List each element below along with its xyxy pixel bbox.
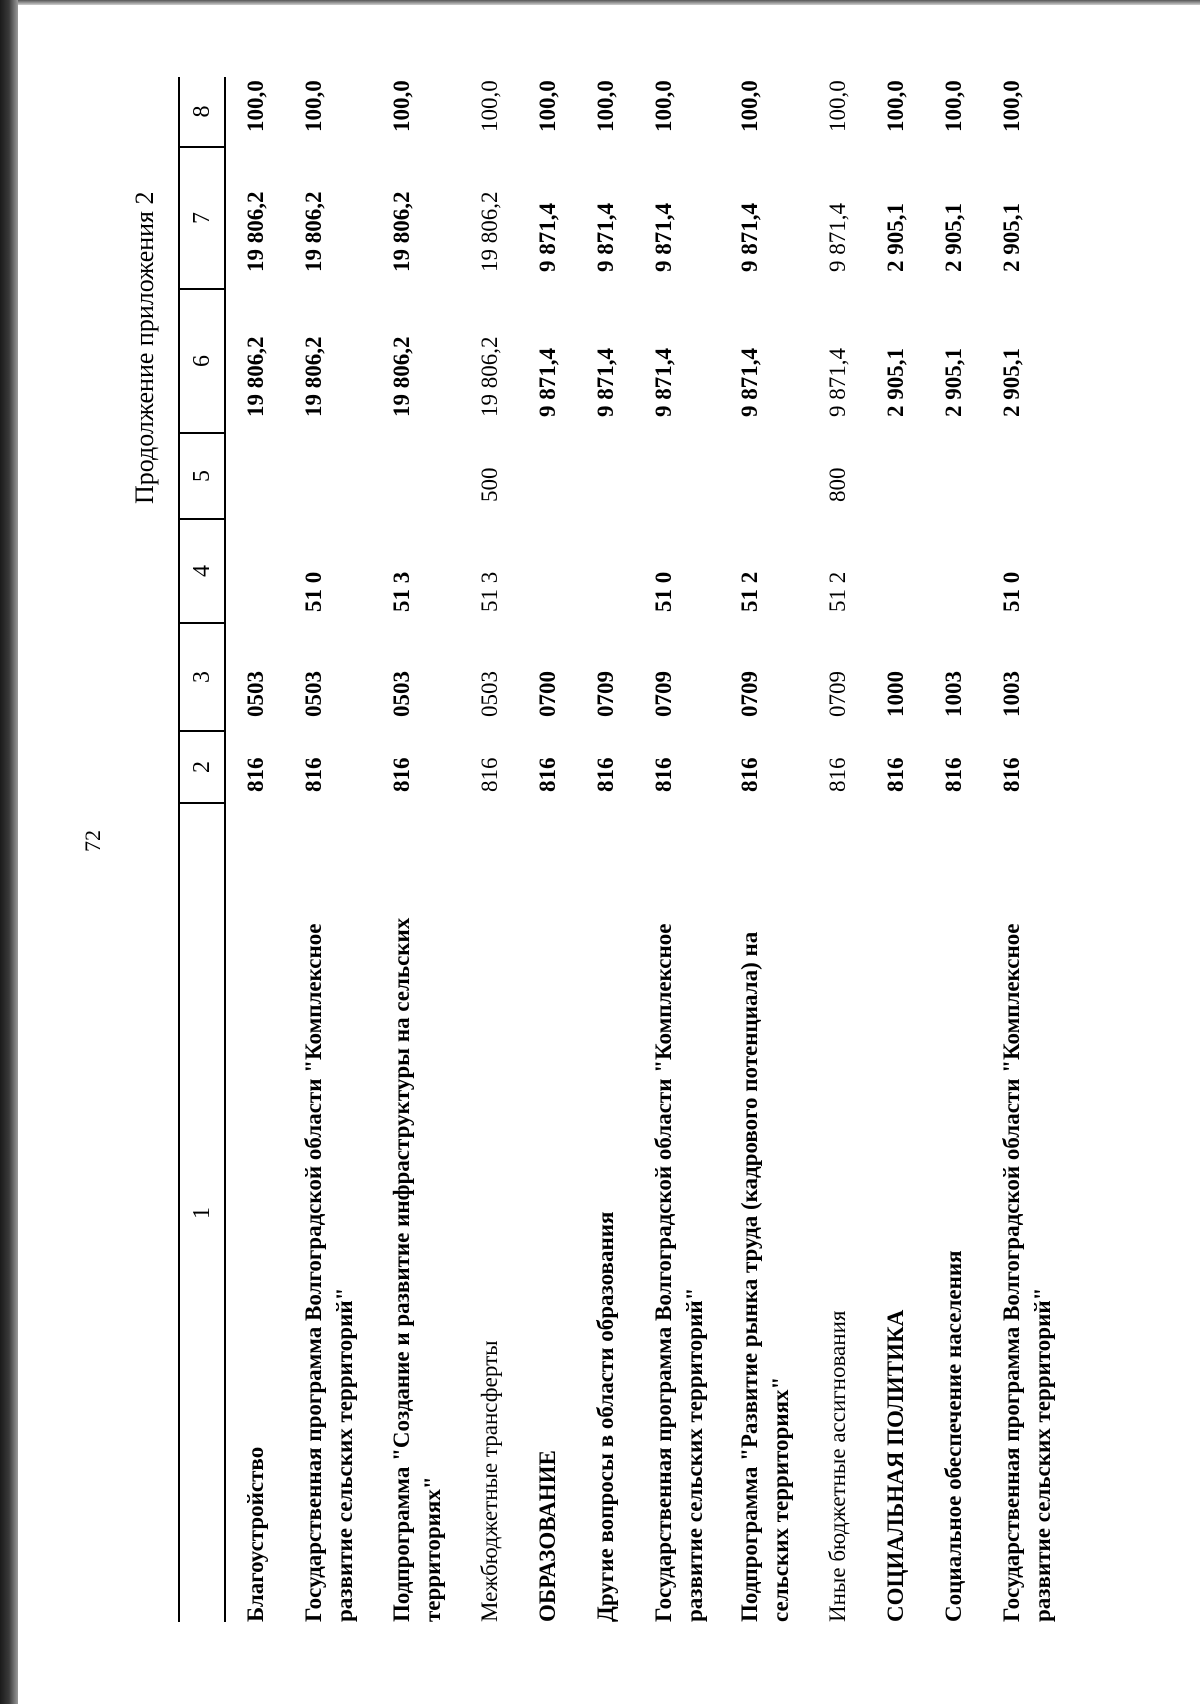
row-section-cell: 0709 bbox=[737, 671, 762, 717]
row-name-cell: Подпрограмма "Создание и развитие инфраструктуры на сельских территориях" bbox=[389, 917, 445, 1622]
row-value-col6-cell: 19 806,2 bbox=[301, 336, 326, 417]
header-col-3: 3 bbox=[180, 624, 224, 732]
row-type-cell: 500 bbox=[477, 467, 502, 502]
row-name-cell: Государственная программа Волгоградской области "Комплексное развитие сельских территорий" bbox=[301, 923, 357, 1622]
row-value-col6-cell: 2 905,1 bbox=[999, 348, 1024, 417]
row-program-cell: 51 0 bbox=[999, 571, 1024, 612]
table-row bbox=[880, 77, 938, 1622]
row-name-cell: Межбюджетные трансферты bbox=[477, 1340, 502, 1622]
row-value-col6-cell: 9 871,4 bbox=[593, 348, 618, 417]
row-value-col8-cell: 100,0 bbox=[593, 80, 618, 132]
table-row bbox=[734, 77, 822, 1622]
row-value-col6-cell: 9 871,4 bbox=[535, 348, 560, 417]
table-row bbox=[474, 77, 532, 1622]
row-code-cell: 816 bbox=[651, 757, 676, 792]
row-section-cell: 0700 bbox=[535, 671, 560, 717]
row-value-col8-cell: 100,0 bbox=[737, 80, 762, 132]
row-value-col8-cell: 100,0 bbox=[389, 80, 414, 132]
row-value-col6-cell: 2 905,1 bbox=[941, 348, 966, 417]
header-col-1: 1 bbox=[188, 1207, 215, 1219]
table-row bbox=[240, 77, 298, 1622]
row-value-col7-cell: 19 806,2 bbox=[477, 191, 502, 272]
table-row bbox=[298, 77, 386, 1622]
page-number: 72 bbox=[80, 830, 105, 852]
row-value-col8-cell: 100,0 bbox=[477, 80, 502, 132]
row-code-cell: 816 bbox=[243, 757, 268, 792]
table-row bbox=[590, 77, 648, 1622]
row-section-cell: 0709 bbox=[651, 671, 676, 717]
table-row bbox=[386, 77, 474, 1622]
row-name-cell: Подпрограмма "Развитие рынка труда (кадрового потенциала) на сельских территориях" bbox=[737, 931, 793, 1622]
row-value-col7-cell: 2 905,1 bbox=[941, 203, 966, 272]
row-value-col8-cell: 100,0 bbox=[301, 80, 326, 132]
row-value-col6-cell: 9 871,4 bbox=[651, 348, 676, 417]
row-section-cell: 1003 bbox=[999, 671, 1024, 717]
row-section-cell: 0709 bbox=[593, 671, 618, 717]
row-value-col7-cell: 9 871,4 bbox=[651, 203, 676, 272]
row-value-col6-cell: 9 871,4 bbox=[825, 348, 850, 417]
row-value-col7-cell: 9 871,4 bbox=[593, 203, 618, 272]
row-name-cell: Государственная программа Волгоградской области "Комплексное развитие сельских территорий" bbox=[651, 923, 707, 1622]
row-value-col8-cell: 100,0 bbox=[941, 80, 966, 132]
row-program-cell: 51 2 bbox=[737, 571, 762, 612]
row-code-cell: 816 bbox=[825, 757, 850, 792]
row-code-cell: 816 bbox=[477, 757, 502, 792]
row-section-cell: 1003 bbox=[941, 671, 966, 717]
row-value-col7-cell: 19 806,2 bbox=[301, 191, 326, 272]
row-code-cell: 816 bbox=[883, 757, 908, 792]
row-section-cell: 0503 bbox=[243, 671, 268, 717]
row-value-col7-cell: 9 871,4 bbox=[535, 203, 560, 272]
row-value-col6-cell: 9 871,4 bbox=[737, 348, 762, 417]
row-value-col6-cell: 19 806,2 bbox=[477, 336, 502, 417]
row-value-col8-cell: 100,0 bbox=[883, 80, 908, 132]
row-program-cell: 51 2 bbox=[825, 571, 850, 612]
row-value-col7-cell: 19 806,2 bbox=[243, 191, 268, 272]
row-section-cell: 0709 bbox=[825, 671, 850, 717]
header-col-4: 4 bbox=[180, 520, 224, 624]
header-col-2: 2 bbox=[180, 732, 224, 804]
row-value-col6-cell: 2 905,1 bbox=[883, 348, 908, 417]
row-value-col7-cell: 19 806,2 bbox=[389, 191, 414, 272]
row-program-cell: 51 3 bbox=[389, 571, 414, 612]
row-value-col6-cell: 19 806,2 bbox=[389, 336, 414, 417]
row-name-cell: Иные бюджетные ассигнования bbox=[825, 1310, 850, 1622]
row-program-cell: 51 0 bbox=[651, 571, 676, 612]
row-code-cell: 816 bbox=[389, 757, 414, 792]
row-value-col7-cell: 9 871,4 bbox=[737, 203, 762, 272]
row-value-col8-cell: 100,0 bbox=[999, 80, 1024, 132]
row-value-col8-cell: 100,0 bbox=[825, 80, 850, 132]
table-row bbox=[822, 77, 880, 1622]
header-col-8: 8 bbox=[180, 77, 224, 148]
row-code-cell: 816 bbox=[941, 757, 966, 792]
row-section-cell: 0503 bbox=[301, 671, 326, 717]
header-col-6: 6 bbox=[180, 290, 224, 434]
row-value-col8-cell: 100,0 bbox=[651, 80, 676, 132]
header-col-7: 7 bbox=[180, 148, 224, 290]
row-section-cell: 1000 bbox=[883, 671, 908, 717]
row-name-cell: Благоустройство bbox=[243, 1446, 268, 1622]
row-code-cell: 816 bbox=[301, 757, 326, 792]
row-code-cell: 816 bbox=[593, 757, 618, 792]
table-header-row bbox=[178, 77, 226, 1622]
appendix-note: Продолжение приложения 2 bbox=[130, 191, 159, 504]
row-program-cell: 51 3 bbox=[477, 571, 502, 612]
row-name-cell: ОБРАЗОВАНИЕ bbox=[535, 1450, 560, 1622]
row-name-cell: Государственная программа Волгоградской области "Комплексное развитие сельских территорий" bbox=[999, 923, 1055, 1622]
row-value-col7-cell: 2 905,1 bbox=[883, 203, 908, 272]
row-value-col7-cell: 9 871,4 bbox=[825, 203, 850, 272]
row-code-cell: 816 bbox=[535, 757, 560, 792]
row-value-col8-cell: 100,0 bbox=[535, 80, 560, 132]
row-name-cell: Другие вопросы в области образования bbox=[593, 1211, 618, 1622]
row-name-cell: Социальное обеспечение населения bbox=[941, 1250, 966, 1622]
row-program-cell: 51 0 bbox=[301, 571, 326, 612]
row-value-col8-cell: 100,0 bbox=[243, 80, 268, 132]
table-row bbox=[648, 77, 734, 1622]
row-section-cell: 0503 bbox=[389, 671, 414, 717]
row-name-cell: СОЦИАЛЬНАЯ ПОЛИТИКА bbox=[883, 1309, 908, 1622]
table-row bbox=[532, 77, 590, 1622]
row-code-cell: 816 bbox=[737, 757, 762, 792]
table-row bbox=[996, 77, 1084, 1622]
row-code-cell: 816 bbox=[999, 757, 1024, 792]
header-col-5: 5 bbox=[180, 434, 224, 520]
row-section-cell: 0503 bbox=[477, 671, 502, 717]
row-value-col7-cell: 2 905,1 bbox=[999, 203, 1024, 272]
budget-table bbox=[178, 77, 1055, 1622]
row-type-cell: 800 bbox=[825, 467, 850, 502]
row-value-col6-cell: 19 806,2 bbox=[243, 336, 268, 417]
table-row bbox=[938, 77, 996, 1622]
